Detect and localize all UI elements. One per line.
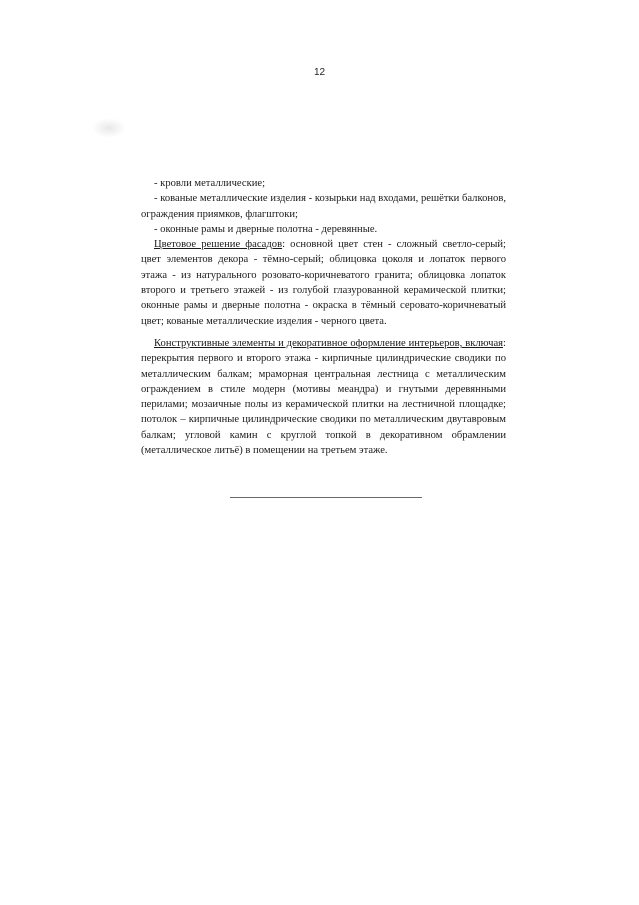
facade-colors-paragraph xyxy=(141,237,506,329)
interiors-paragraph xyxy=(141,336,506,458)
list-item: - кованые металлические изделия - козырьки над входами, решётки балконов, ограждения приямков, флагштоки; xyxy=(141,193,506,220)
list-item: - оконные рамы и дверные полотна - деревянные. xyxy=(154,223,378,235)
separator-line xyxy=(230,497,422,498)
interiors-heading: Конструктивные элементы и декоративное оформление интерьеров, включая xyxy=(154,337,504,349)
list-item: - кровли металлические; xyxy=(154,178,266,189)
facade-colors-heading: Цветовое решение фасадов xyxy=(154,239,283,251)
interiors-text: : перекрытия первого и второго этажа - кирпичные цилиндрические сводики по металлическим балкам; мраморная центральная лестница с металлическим ограждением в стиле модерн (мотивы меандра) и гнутыми деревянными перилами; мозаичные полы из керамической плитки на лестничной площадке; потолок – кирпичные цилиндрические сводики по металлическим двутавровым балкам; угловой камин с круглой топкой в декоративном обрамлении (металлическое литьё) в помещении на третьем этаже. xyxy=(141,337,506,457)
facade-colors-text: : основной цвет стен - сложный светло-серый; цвет элементов декора - тёмно-серый; облицовка цоколя и лопаток первого этажа - из натурального розовато-коричневатого гранита; облицовка лопаток второго и третьего этажей - из голубой глазурованной керамической плитки; оконные рамы и дверные полотна - окраска в тёмный серовато-коричневатый цвет; кованые металлические изделия - черного цвета. xyxy=(141,239,506,327)
page-number: 12 xyxy=(313,67,326,78)
document-body xyxy=(141,176,506,458)
scan-smudge xyxy=(92,118,126,138)
